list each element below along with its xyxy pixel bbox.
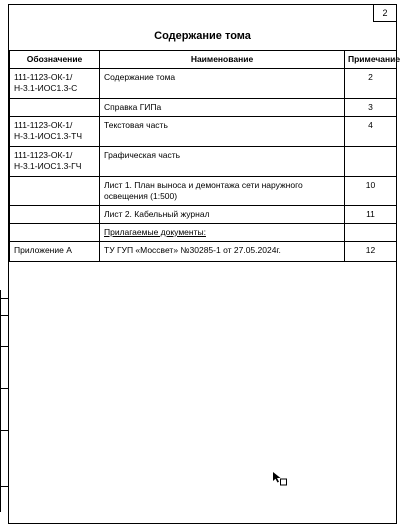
table-row bbox=[10, 242, 397, 262]
table-header-row bbox=[10, 51, 397, 69]
table-row bbox=[10, 99, 397, 117]
header-designation: Обозначение bbox=[10, 51, 100, 69]
page-title: Содержание тома bbox=[154, 30, 251, 42]
table-row bbox=[10, 69, 397, 99]
header-name: Наименование bbox=[100, 51, 345, 69]
margin-tick bbox=[0, 430, 8, 431]
margin-tick bbox=[0, 486, 8, 487]
table-row bbox=[10, 147, 397, 177]
cell-designation: 111-1123-ОК-1/Н-3.1-ИОС1.3-ГЧ bbox=[10, 147, 100, 177]
cell-name: Содержание тома bbox=[100, 69, 345, 99]
cell-note: 12 bbox=[345, 242, 397, 262]
cell-designation bbox=[10, 177, 100, 206]
cell-note: 11 bbox=[345, 206, 397, 224]
cell-note bbox=[345, 224, 397, 242]
table-row bbox=[10, 117, 397, 147]
cell-name: ТУ ГУП «Мосcвет» №30285-1 от 27.05.2024г. bbox=[100, 242, 345, 262]
cell-designation: 111-1123-ОК-1/Н-3.1-ИОС1.3-С bbox=[10, 69, 100, 99]
cell-name: Справка ГИПа bbox=[100, 99, 345, 117]
cell-note bbox=[345, 147, 397, 177]
margin-tick bbox=[0, 298, 8, 299]
page-number: 2 bbox=[373, 5, 396, 22]
cell-name: Текстовая часть bbox=[100, 117, 345, 147]
cell-designation bbox=[10, 206, 100, 224]
cell-name: Лист 1. План выноса и демонтажа сети наружного освещения (1:500) bbox=[100, 177, 345, 206]
cell-note: 2 bbox=[345, 69, 397, 99]
contents-table bbox=[9, 50, 401, 262]
document-frame bbox=[8, 4, 401, 524]
cell-note: 3 bbox=[345, 99, 397, 117]
table-row bbox=[10, 177, 397, 206]
cell-designation: 111-1123-ОК-1/Н-3.1-ИОС1.3-ТЧ bbox=[10, 117, 100, 147]
cell-name: Лист 2. Кабельный журнал bbox=[100, 206, 345, 224]
mouse-cursor-icon bbox=[272, 471, 288, 487]
cell-designation bbox=[10, 224, 100, 242]
cell-designation bbox=[10, 99, 100, 117]
cell-note: 10 bbox=[345, 177, 397, 206]
table-row bbox=[10, 224, 397, 242]
cell-name: Прилагаемые документы: bbox=[100, 224, 345, 242]
cell-designation: Приложение А bbox=[10, 242, 100, 262]
margin-tick bbox=[0, 346, 8, 347]
margin-tick bbox=[0, 315, 8, 316]
left-margin-line bbox=[0, 290, 1, 512]
cell-note: 4 bbox=[345, 117, 397, 147]
cell-name: Графическая часть bbox=[100, 147, 345, 177]
header-note: Примечание bbox=[345, 51, 397, 69]
table-row bbox=[10, 206, 397, 224]
margin-tick bbox=[0, 388, 8, 389]
